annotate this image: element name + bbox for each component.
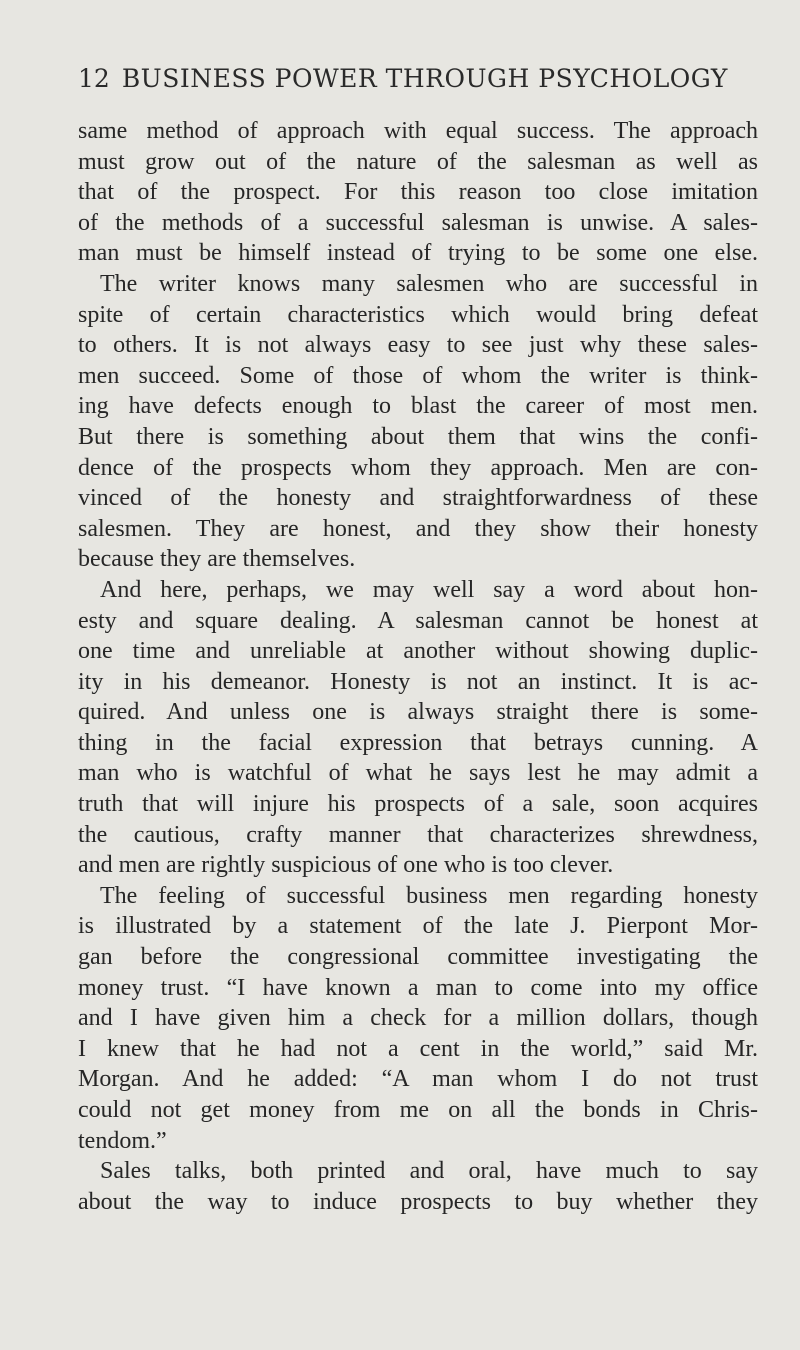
text-line: same method of approach with equal success. The approach <box>78 118 758 144</box>
text-line: men succeed. Some of those of whom the writer is think- <box>78 362 758 389</box>
text-line: of the methods of a successful salesman is unwise. A sales- <box>78 209 758 236</box>
text-line: But there is something about them that wins the confi- <box>78 423 758 450</box>
text-line: man who is watchful of what he says lest he may admit a <box>78 760 758 787</box>
text-line: vinced of the honesty and straightforwardness of these <box>78 485 758 512</box>
body-text <box>78 116 758 1217</box>
text-line: that of the prospect. For this reason too close imitation <box>78 179 758 206</box>
text-line: truth that will injure his prospects of a sale, soon acquires <box>78 791 758 818</box>
text-line: salesmen. They are honest, and they show their honesty <box>78 515 758 542</box>
text-line: and men are rightly suspicious of one who is too clever. <box>78 852 614 879</box>
text-line: dence of the prospects whom they approach. Men are con- <box>78 454 758 481</box>
page-header <box>78 64 746 93</box>
text-line: ity in his demeanor. Honesty is not an instinct. It is ac- <box>78 668 758 695</box>
text-line: to others. It is not always easy to see just why these sales- <box>78 332 758 359</box>
running-head: BUSINESS POWER THROUGH PSYCHOLOGY <box>121 64 728 93</box>
text-line: is illustrated by a statement of the late J. Pierpont Mor- <box>78 913 758 940</box>
text-line: thing in the facial expression that betrays cunning. A <box>78 729 758 756</box>
text-line: man must be himself instead of trying to be some one else. <box>78 240 758 267</box>
text-line: because they are themselves. <box>78 546 356 573</box>
text-line: spite of certain characteristics which would bring defeat <box>78 301 758 328</box>
text-line: and I have given him a check for a million dollars, though <box>78 1005 758 1032</box>
text-line: I knew that he had not a cent in the world,” said Mr. <box>78 1035 758 1062</box>
text-line: tendom.” <box>78 1127 167 1154</box>
text-line: Sales talks, both printed and oral, have much to say <box>100 1158 758 1185</box>
text-line: one time and unreliable at another without showing duplic- <box>78 638 758 665</box>
text-line: And here, perhaps, we may well say a word about hon- <box>100 576 758 603</box>
text-line: could not get money from me on all the bonds in Chris- <box>78 1097 758 1123</box>
text-line: money trust. “I have known a man to come into my office <box>78 974 758 1001</box>
page-number: 12 <box>78 64 110 93</box>
text-line: the cautious, crafty manner that characterizes shrewdness, <box>78 821 758 848</box>
text-line: esty and square dealing. A salesman cannot be honest at <box>78 607 758 634</box>
text-line: must grow out of the nature of the salesman as well as <box>78 148 758 175</box>
text-line: Morgan. And he added: “A man whom I do not trust <box>78 1066 758 1093</box>
text-line: quired. And unless one is always straight there is some- <box>78 699 758 726</box>
text-line: The writer knows many salesmen who are successful in <box>100 270 758 297</box>
text-line: about the way to induce prospects to buy whether they <box>78 1188 758 1215</box>
text-line: ing have defects enough to blast the career of most men. <box>78 393 758 420</box>
text-line: gan before the congressional committee investigating the <box>78 944 758 971</box>
text-line: The feeling of successful business men regarding honesty <box>100 882 758 909</box>
